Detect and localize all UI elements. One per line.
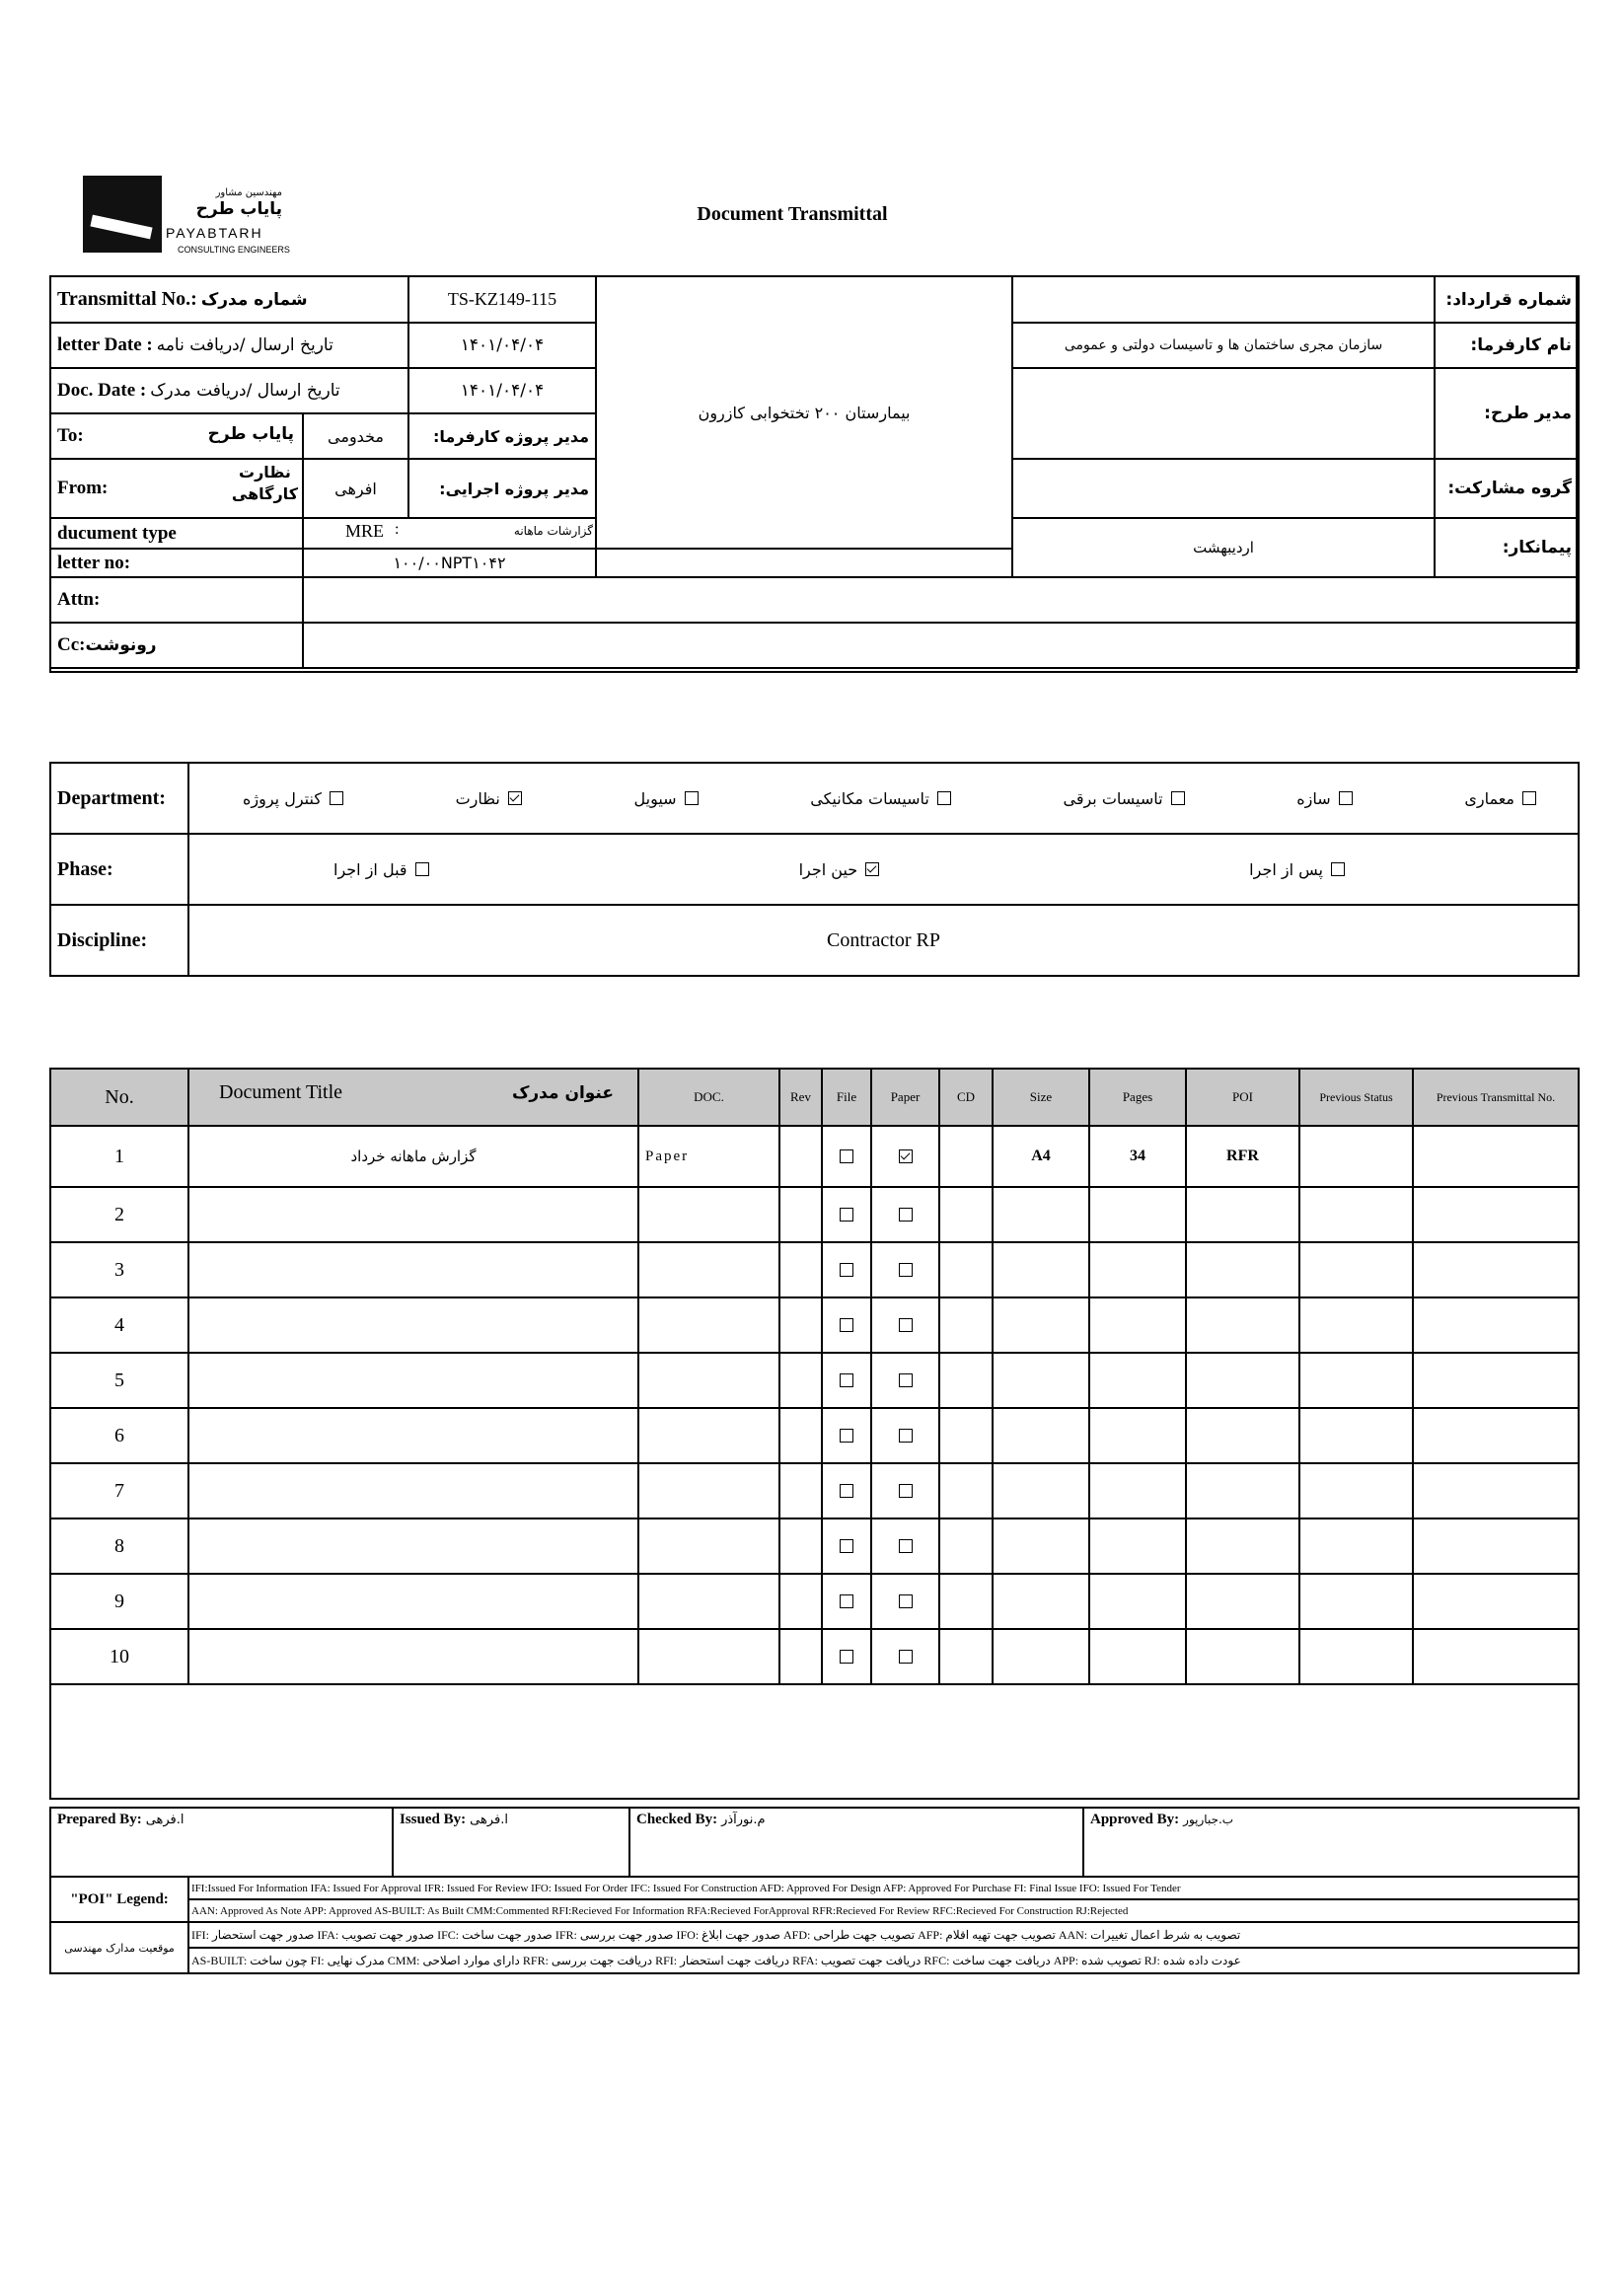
prepared-by-label: Prepared By: bbox=[57, 1812, 142, 1827]
approved-by-value: ب.جبارپور bbox=[1183, 1813, 1234, 1826]
row-pages bbox=[1089, 1629, 1186, 1684]
col-no: No. bbox=[50, 1069, 188, 1126]
department-option-label: تاسیسات مکانیکی bbox=[810, 788, 929, 808]
row-pages bbox=[1089, 1187, 1186, 1242]
doc-date-value: ۱۴۰۱/۰۴/۰۴ bbox=[408, 368, 596, 413]
row-poi bbox=[1186, 1463, 1299, 1518]
phase-label: Phase: bbox=[50, 834, 188, 905]
document-table bbox=[49, 1068, 1580, 1800]
row-size bbox=[993, 1574, 1089, 1629]
checkbox-icon[interactable] bbox=[899, 1208, 913, 1222]
checkbox-icon[interactable] bbox=[840, 1208, 853, 1222]
row-prev-status bbox=[1299, 1463, 1413, 1518]
row-rev bbox=[779, 1297, 822, 1353]
checked-by-label: Checked By: bbox=[636, 1812, 718, 1827]
phase-option[interactable] bbox=[333, 860, 429, 879]
row-pages bbox=[1089, 1408, 1186, 1463]
row-cd bbox=[939, 1629, 993, 1684]
row-title bbox=[188, 1187, 638, 1242]
department-options bbox=[188, 763, 1579, 834]
row-prev-status bbox=[1299, 1518, 1413, 1574]
col-file: File bbox=[822, 1069, 871, 1126]
prepared-by-value: ا.فرهی bbox=[145, 1813, 185, 1827]
col-title-en: Document Title bbox=[219, 1081, 343, 1103]
exec-pm-label: مدیر پروژه اجرایی: bbox=[408, 459, 596, 518]
department-option-label: تاسیسات برقی bbox=[1063, 788, 1163, 808]
checkbox-icon[interactable] bbox=[840, 1149, 853, 1163]
client-pm-value: مخدومی bbox=[303, 413, 408, 459]
table-row bbox=[50, 1463, 1579, 1518]
checkbox-icon[interactable] bbox=[899, 1650, 913, 1664]
checkbox-icon[interactable] bbox=[899, 1373, 913, 1387]
from-label: From: bbox=[57, 478, 109, 498]
row-prev-transmittal bbox=[1413, 1408, 1579, 1463]
row-size bbox=[993, 1629, 1089, 1684]
legend-fa-line2: AS-BUILT: چون ساخت FI: مدرک نهایی CMM: دارای موارد اصلاحی RFR: دریافت جهت بررسی RFI: دریافت جهت استحضار RFA: دریافت جهت تصویب RFC: دریافت جهت ساخت APP: تصویب شده RJ: عودت داده شده bbox=[188, 1948, 1579, 1973]
doc-date-label: Doc. Date : bbox=[57, 380, 147, 401]
phase-option-label: حین اجرا bbox=[798, 859, 858, 879]
checkbox-icon[interactable] bbox=[1339, 791, 1353, 805]
col-title bbox=[188, 1069, 638, 1126]
grid-spacer bbox=[50, 1684, 1579, 1799]
doc-date-fa: تاریخ ارسال /دریافت مدرک bbox=[150, 381, 340, 401]
cc-label-cell bbox=[50, 623, 303, 668]
row-poi bbox=[1186, 1242, 1299, 1297]
row-pages bbox=[1089, 1353, 1186, 1408]
from-label-cell bbox=[50, 459, 303, 518]
client-pm-label: مدیر پروژه کارفرما: bbox=[408, 413, 596, 459]
row-rev bbox=[779, 1574, 822, 1629]
cc-label: Cc: bbox=[57, 634, 86, 655]
row-no: 8 bbox=[50, 1518, 188, 1574]
row-prev-transmittal bbox=[1413, 1463, 1579, 1518]
row-poi bbox=[1186, 1629, 1299, 1684]
checkbox-icon[interactable] bbox=[899, 1318, 913, 1332]
row-size bbox=[993, 1187, 1089, 1242]
phase-option-label: پس از اجرا bbox=[1249, 859, 1323, 879]
table-row bbox=[50, 1574, 1579, 1629]
row-rev bbox=[779, 1187, 822, 1242]
transmittal-no-label: Transmittal No.: bbox=[57, 288, 197, 310]
letter-no-label: letter no: bbox=[50, 549, 303, 577]
doc-type-code: MRE bbox=[345, 521, 385, 541]
company-logo bbox=[83, 176, 290, 260]
client-label: نام کارفرما: bbox=[1435, 323, 1579, 368]
checkbox-icon[interactable] bbox=[899, 1594, 913, 1608]
contractor-value: اردیبهشت bbox=[1012, 518, 1435, 577]
logo-en-sub: CONSULTING ENGINEERS bbox=[178, 245, 290, 255]
checkbox-icon[interactable] bbox=[1171, 791, 1185, 805]
col-doc: DOC. bbox=[638, 1069, 779, 1126]
row-cd bbox=[939, 1242, 993, 1297]
col-prev-transmittal: Previous Transmittal No. bbox=[1413, 1069, 1579, 1126]
department-option[interactable] bbox=[634, 789, 699, 808]
approved-by-label: Approved By: bbox=[1090, 1812, 1180, 1827]
checkbox-icon[interactable] bbox=[899, 1484, 913, 1498]
department-option[interactable] bbox=[456, 789, 522, 808]
checkbox-icon[interactable] bbox=[415, 862, 429, 876]
row-doc bbox=[638, 1518, 779, 1574]
row-prev-transmittal bbox=[1413, 1297, 1579, 1353]
row-doc: Paper bbox=[638, 1126, 779, 1187]
attn-label: Attn: bbox=[50, 577, 303, 623]
row-pages bbox=[1089, 1463, 1186, 1518]
row-no: 1 bbox=[50, 1126, 188, 1187]
phase-option[interactable] bbox=[1249, 860, 1345, 879]
spacer-cell bbox=[596, 549, 1012, 577]
row-file bbox=[822, 1242, 871, 1297]
row-doc bbox=[638, 1463, 779, 1518]
row-poi bbox=[1186, 1518, 1299, 1574]
checkbox-icon[interactable] bbox=[899, 1539, 913, 1553]
row-paper bbox=[871, 1629, 939, 1684]
legend-table bbox=[49, 1876, 1580, 1974]
row-no: 3 bbox=[50, 1242, 188, 1297]
row-rev bbox=[779, 1518, 822, 1574]
row-doc bbox=[638, 1242, 779, 1297]
department-label: Department: bbox=[50, 763, 188, 834]
checkbox-icon[interactable] bbox=[899, 1429, 913, 1443]
row-prev-status bbox=[1299, 1187, 1413, 1242]
row-prev-transmittal bbox=[1413, 1353, 1579, 1408]
checkbox-icon[interactable] bbox=[899, 1263, 913, 1277]
row-doc bbox=[638, 1187, 779, 1242]
logo-fa-line2: پایاب طرح bbox=[195, 199, 282, 219]
checkbox-icon[interactable] bbox=[937, 791, 951, 805]
col-paper: Paper bbox=[871, 1069, 939, 1126]
phase-options bbox=[188, 834, 1579, 905]
row-size bbox=[993, 1242, 1089, 1297]
checkbox-icon[interactable] bbox=[840, 1318, 853, 1332]
table-row bbox=[50, 1408, 1579, 1463]
department-option-label: کنترل پروژه bbox=[243, 788, 322, 808]
page-title: Document Transmittal bbox=[697, 203, 888, 225]
doc-type-cell bbox=[303, 518, 596, 549]
row-title bbox=[188, 1297, 638, 1353]
department-option[interactable] bbox=[810, 789, 951, 808]
row-prev-status bbox=[1299, 1408, 1413, 1463]
row-doc bbox=[638, 1297, 779, 1353]
row-title bbox=[188, 1518, 638, 1574]
row-rev bbox=[779, 1463, 822, 1518]
row-no: 2 bbox=[50, 1187, 188, 1242]
checked-by-cell bbox=[629, 1808, 1083, 1877]
cc-value bbox=[303, 623, 1579, 668]
approved-by-cell bbox=[1083, 1808, 1579, 1877]
department-option[interactable] bbox=[243, 789, 343, 808]
logo-mark bbox=[83, 176, 162, 253]
checked-by-value: م.نورآذر bbox=[721, 1813, 766, 1827]
row-file bbox=[822, 1187, 871, 1242]
partner-label: گروه مشارکت: bbox=[1435, 459, 1579, 518]
row-rev bbox=[779, 1408, 822, 1463]
issued-by-cell bbox=[393, 1808, 629, 1877]
letter-no-value: ۱۰۰/۰۰NPT۱۰۴۲ bbox=[303, 549, 596, 577]
table-row bbox=[50, 1126, 1579, 1187]
checkbox-icon[interactable] bbox=[840, 1484, 853, 1498]
row-no: 5 bbox=[50, 1353, 188, 1408]
row-no: 9 bbox=[50, 1574, 188, 1629]
phase-option[interactable] bbox=[799, 860, 880, 879]
department-option[interactable] bbox=[1464, 789, 1536, 808]
row-doc bbox=[638, 1574, 779, 1629]
contractor-label: پیمانکار: bbox=[1435, 518, 1579, 577]
row-size bbox=[993, 1408, 1089, 1463]
phase-option-label: قبل از اجرا bbox=[333, 859, 407, 879]
row-cd bbox=[939, 1408, 993, 1463]
classification-table bbox=[49, 762, 1580, 977]
row-prev-status bbox=[1299, 1353, 1413, 1408]
row-rev bbox=[779, 1242, 822, 1297]
col-cd: CD bbox=[939, 1069, 993, 1126]
table-row bbox=[50, 1297, 1579, 1353]
row-prev-transmittal bbox=[1413, 1629, 1579, 1684]
discipline-label: Discipline: bbox=[50, 905, 188, 976]
row-prev-transmittal bbox=[1413, 1126, 1579, 1187]
project-name: بیمارستان ۲۰۰ تختخوابی کازرون bbox=[596, 276, 1012, 549]
row-pages bbox=[1089, 1574, 1186, 1629]
row-no: 6 bbox=[50, 1408, 188, 1463]
row-file bbox=[822, 1408, 871, 1463]
row-poi bbox=[1186, 1408, 1299, 1463]
row-size bbox=[993, 1463, 1089, 1518]
checkbox-icon[interactable] bbox=[1522, 791, 1536, 805]
from-value: نظارت کارگاهی bbox=[231, 463, 298, 503]
checkbox-icon[interactable] bbox=[840, 1539, 853, 1553]
checkbox-icon[interactable] bbox=[1331, 862, 1345, 876]
letter-date-value: ۱۴۰۱/۰۴/۰۴ bbox=[408, 323, 596, 368]
row-size bbox=[993, 1297, 1089, 1353]
doc-type-sep: : bbox=[395, 521, 400, 538]
row-cd bbox=[939, 1187, 993, 1242]
row-paper bbox=[871, 1126, 939, 1187]
row-no: 10 bbox=[50, 1629, 188, 1684]
partner-value bbox=[1012, 459, 1435, 518]
row-paper bbox=[871, 1297, 939, 1353]
legend-fa-label: موقعیت مدارک مهندسی bbox=[50, 1922, 188, 1973]
row-cd bbox=[939, 1574, 993, 1629]
letter-date-label: letter Date : bbox=[57, 334, 153, 355]
row-title bbox=[188, 1463, 638, 1518]
row-prev-status bbox=[1299, 1126, 1413, 1187]
exec-pm-value: افرهی bbox=[303, 459, 408, 518]
col-title-fa: عنوان مدرک bbox=[511, 1083, 614, 1103]
row-pages: 34 bbox=[1089, 1126, 1186, 1187]
table-row bbox=[50, 1518, 1579, 1574]
row-title bbox=[188, 1629, 638, 1684]
row-doc bbox=[638, 1353, 779, 1408]
row-rev bbox=[779, 1353, 822, 1408]
row-poi bbox=[1186, 1297, 1299, 1353]
department-option[interactable] bbox=[1063, 789, 1184, 808]
row-title bbox=[188, 1408, 638, 1463]
row-file bbox=[822, 1297, 871, 1353]
department-option-label: سازه bbox=[1296, 788, 1331, 808]
checkbox-icon[interactable] bbox=[840, 1594, 853, 1608]
row-rev bbox=[779, 1629, 822, 1684]
logo-fa-line1: مهندسین مشاور bbox=[215, 187, 282, 198]
row-title bbox=[188, 1242, 638, 1297]
table-row bbox=[50, 1187, 1579, 1242]
checkbox-icon[interactable] bbox=[840, 1429, 853, 1443]
col-poi: POI bbox=[1186, 1069, 1299, 1126]
col-pages: Pages bbox=[1089, 1069, 1186, 1126]
doc-type-fa: گزارشات ماهانه bbox=[513, 524, 594, 538]
row-pages bbox=[1089, 1518, 1186, 1574]
row-title bbox=[188, 1574, 638, 1629]
row-prev-transmittal bbox=[1413, 1242, 1579, 1297]
row-no: 4 bbox=[50, 1297, 188, 1353]
legend-label: "POI" Legend: bbox=[50, 1877, 188, 1922]
row-prev-status bbox=[1299, 1242, 1413, 1297]
letter-date-fa: تاریخ ارسال /دریافت نامه bbox=[156, 335, 333, 355]
transmittal-no-label-cell bbox=[50, 276, 408, 323]
checkbox-icon[interactable] bbox=[330, 791, 343, 805]
row-title bbox=[188, 1353, 638, 1408]
legend-line1: IFI:Issued For Information IFA: Issued For Approval IFR: Issued For Review IFO: Issued For Order IFC: Issued For Construction AFD: Approved For Design AFP: Approved For Purchase FI: Final Issue IFO: Issued For Tender bbox=[188, 1877, 1579, 1899]
row-poi: RFR bbox=[1186, 1126, 1299, 1187]
row-pages bbox=[1089, 1297, 1186, 1353]
to-value: پایاب طرح bbox=[207, 424, 294, 444]
legend-fa-line1: IFI: صدور جهت استحضار IFA: صدور جهت تصویب IFC: صدور جهت ساخت IFR: صدور جهت بررسی IFO: صدور جهت ابلاغ AFD: تصویب جهت طراحی AFP: تصویب جهت تهیه اقلام AAN: تصویب به شرط اعمال تغییرات bbox=[188, 1922, 1579, 1948]
row-file bbox=[822, 1518, 871, 1574]
row-paper bbox=[871, 1574, 939, 1629]
col-prev-status: Previous Status bbox=[1299, 1069, 1413, 1126]
row-pages bbox=[1089, 1242, 1186, 1297]
table-row bbox=[50, 1353, 1579, 1408]
row-file bbox=[822, 1629, 871, 1684]
issued-by-label: Issued By: bbox=[400, 1812, 467, 1827]
row-paper bbox=[871, 1187, 939, 1242]
row-paper bbox=[871, 1242, 939, 1297]
row-size: A4 bbox=[993, 1126, 1089, 1187]
designer-value bbox=[1012, 368, 1435, 459]
logo-en-name: PAYABTARH bbox=[166, 225, 263, 241]
signoff-table bbox=[49, 1807, 1580, 1878]
doc-type-label: ducument type bbox=[50, 518, 303, 549]
discipline-value: Contractor RP bbox=[188, 905, 1579, 976]
to-label: To: bbox=[57, 425, 84, 446]
checkbox-icon[interactable] bbox=[840, 1650, 853, 1664]
row-prev-transmittal bbox=[1413, 1518, 1579, 1574]
table-row bbox=[50, 1242, 1579, 1297]
prepared-by-cell bbox=[50, 1808, 393, 1877]
row-file bbox=[822, 1463, 871, 1518]
legend-line2: AAN: Approved As Note APP: Approved AS-BUILT: As Built CMM:Commented RFI:Recieved For Information RFA:Recieved ForApproval RFR:Recieved For Review RFC:Recieved For Construction RJ:Rejected bbox=[188, 1899, 1579, 1922]
row-cd bbox=[939, 1463, 993, 1518]
row-title: گزارش ماهانه خرداد bbox=[188, 1126, 638, 1187]
table-row bbox=[50, 1629, 1579, 1684]
row-paper bbox=[871, 1518, 939, 1574]
row-prev-transmittal bbox=[1413, 1187, 1579, 1242]
checkbox-icon[interactable] bbox=[508, 791, 522, 805]
contract-no-value bbox=[1012, 276, 1435, 323]
row-cd bbox=[939, 1353, 993, 1408]
department-option-label: سیویل bbox=[633, 788, 677, 808]
letter-date-label-cell bbox=[50, 323, 408, 368]
row-paper bbox=[871, 1463, 939, 1518]
to-label-cell bbox=[50, 413, 303, 459]
checkbox-icon[interactable] bbox=[865, 862, 879, 876]
header-table bbox=[49, 275, 1580, 669]
transmittal-no-value: TS-KZ149-115 bbox=[408, 276, 596, 323]
row-poi bbox=[1186, 1353, 1299, 1408]
row-file bbox=[822, 1126, 871, 1187]
transmittal-no-fa: شماره مدرک bbox=[200, 290, 308, 310]
row-file bbox=[822, 1574, 871, 1629]
row-paper bbox=[871, 1408, 939, 1463]
designer-label: مدیر طرح: bbox=[1435, 368, 1579, 459]
issued-by-value: ا.فرهی bbox=[470, 1813, 508, 1827]
row-poi bbox=[1186, 1187, 1299, 1242]
row-poi bbox=[1186, 1574, 1299, 1629]
cc-fa: رونوشت bbox=[85, 635, 157, 655]
checkbox-icon[interactable] bbox=[840, 1263, 853, 1277]
row-file bbox=[822, 1353, 871, 1408]
row-doc bbox=[638, 1629, 779, 1684]
row-cd bbox=[939, 1297, 993, 1353]
row-size bbox=[993, 1353, 1089, 1408]
department-option-label: معماری bbox=[1464, 788, 1514, 808]
contract-no-label: شماره قرارداد: bbox=[1435, 276, 1579, 323]
client-value: سازمان مجری ساختمان ها و تاسیسات دولتی و عمومی bbox=[1012, 323, 1435, 368]
row-prev-transmittal bbox=[1413, 1574, 1579, 1629]
checkbox-icon[interactable] bbox=[899, 1149, 913, 1163]
col-rev: Rev bbox=[779, 1069, 822, 1126]
row-prev-status bbox=[1299, 1297, 1413, 1353]
checkbox-icon[interactable] bbox=[685, 791, 699, 805]
row-rev bbox=[779, 1126, 822, 1187]
col-size: Size bbox=[993, 1069, 1089, 1126]
row-prev-status bbox=[1299, 1574, 1413, 1629]
department-option[interactable] bbox=[1296, 789, 1352, 808]
row-cd bbox=[939, 1518, 993, 1574]
row-size bbox=[993, 1518, 1089, 1574]
row-no: 7 bbox=[50, 1463, 188, 1518]
doc-date-label-cell bbox=[50, 368, 408, 413]
row-prev-status bbox=[1299, 1629, 1413, 1684]
row-cd bbox=[939, 1126, 993, 1187]
checkbox-icon[interactable] bbox=[840, 1373, 853, 1387]
attn-value bbox=[303, 577, 1579, 623]
row-doc bbox=[638, 1408, 779, 1463]
row-paper bbox=[871, 1353, 939, 1408]
department-option-label: نظارت bbox=[455, 788, 500, 808]
